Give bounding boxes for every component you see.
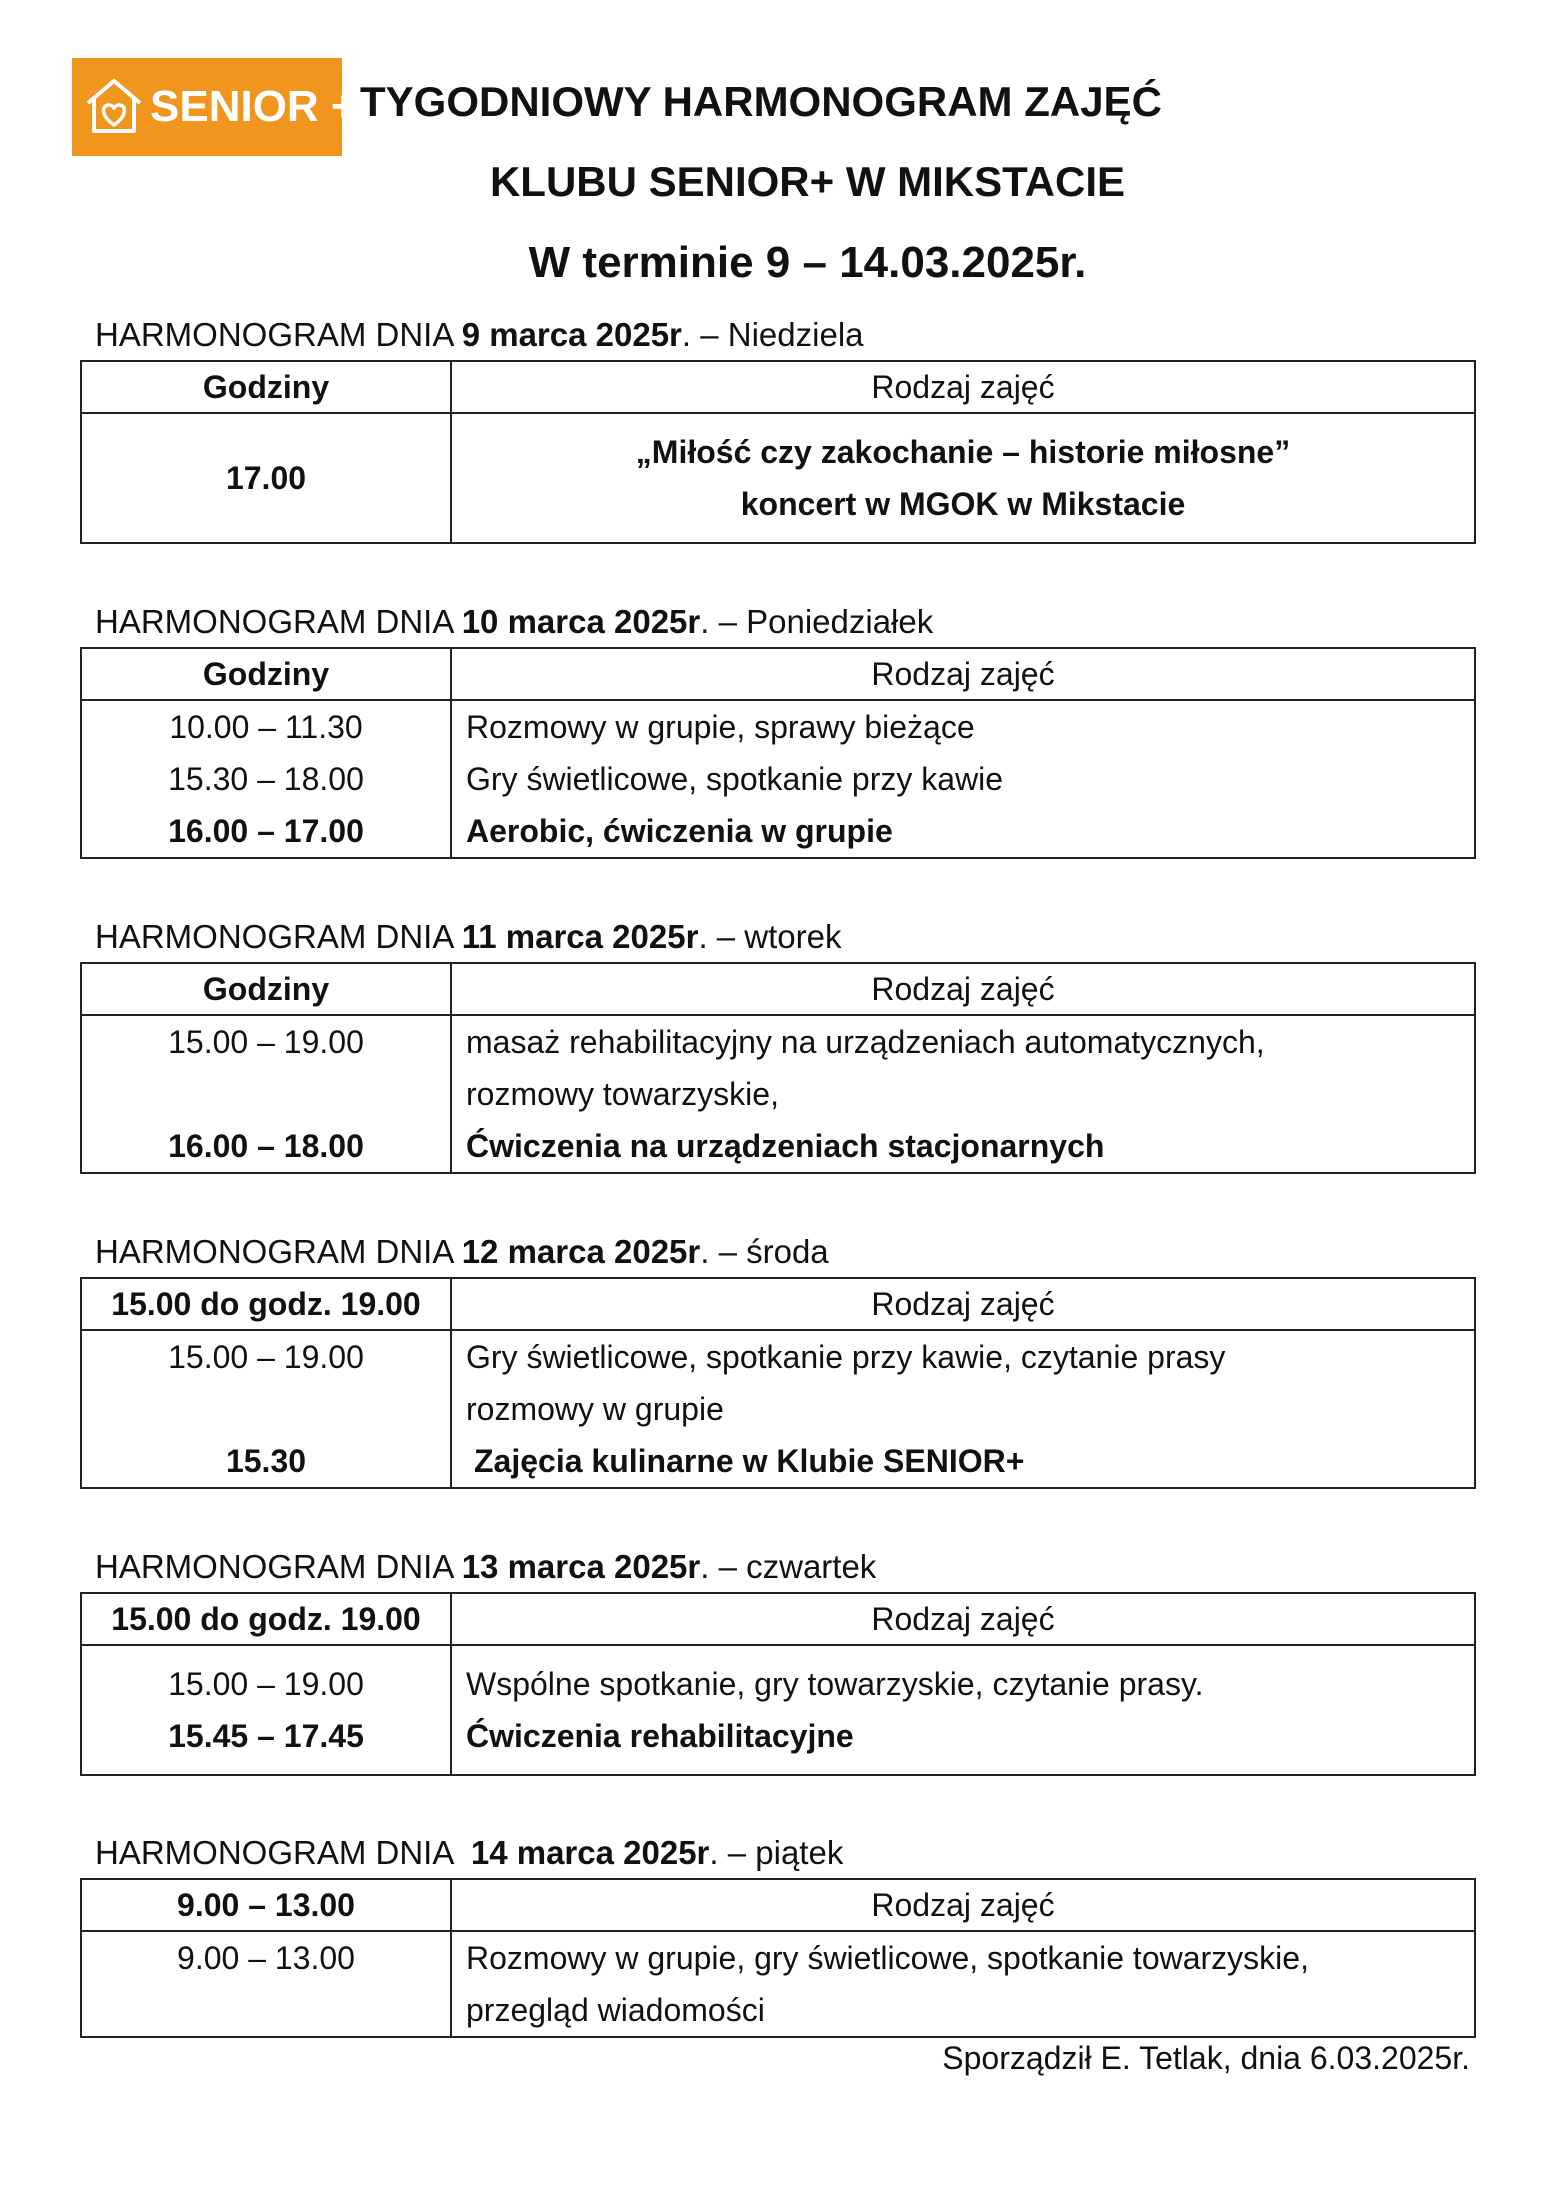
activity-cell: Wspólne spotkanie, gry towarzyskie, czytanie prasy. Ćwiczenia rehabilitacyjne <box>451 1645 1475 1775</box>
col-hours-header: 9.00 – 13.00 <box>81 1879 451 1931</box>
activity-cell: Rozmowy w grupie, sprawy bieżące Gry świetlicowe, spotkanie przy kawie Aerobic, ćwiczenia w grupie <box>451 700 1475 858</box>
table-row <box>81 413 1475 543</box>
day-schedule-13 <box>80 1542 1476 1776</box>
table-row <box>81 1645 1475 1775</box>
col-activity-header: Rodzaj zajęć <box>451 963 1475 1015</box>
time-cell: 15.00 – 19.00 16.00 – 18.00 <box>81 1015 451 1173</box>
day-schedule-14 <box>80 1828 1476 2038</box>
day-schedule-12 <box>80 1227 1476 1489</box>
col-hours-header: Godziny <box>81 361 451 413</box>
schedule-table <box>80 1878 1476 2038</box>
day-heading: HARMONOGRAM DNIA 9 marca 2025r. – Niedziela <box>95 316 864 353</box>
schedule-table <box>80 962 1476 1174</box>
col-hours-header: Godziny <box>81 963 451 1015</box>
time-cell: 15.00 – 19.00 15.45 – 17.45 <box>81 1645 451 1775</box>
senior-plus-logo <box>72 58 357 156</box>
table-row <box>81 1015 1475 1173</box>
logo-text: SENIOR + <box>150 82 357 131</box>
activity-cell: „Miłość czy zakochanie – historie miłosne” koncert w MGOK w Mikstacie <box>451 413 1475 543</box>
col-activity-header: Rodzaj zajęć <box>451 1278 1475 1330</box>
col-hours-header: Godziny <box>81 648 451 700</box>
schedule-table <box>80 1277 1476 1489</box>
day-schedule-11 <box>80 912 1476 1174</box>
col-hours-header: 15.00 do godz. 19.00 <box>81 1278 451 1330</box>
day-schedule-9 <box>80 310 1476 544</box>
time-cell: 10.00 – 11.30 15.30 – 18.00 16.00 – 17.00 <box>81 700 451 858</box>
table-header-row <box>81 1278 1475 1330</box>
table-header-row <box>81 361 1475 413</box>
schedule-table <box>80 647 1476 859</box>
col-hours-header: 15.00 do godz. 19.00 <box>81 1593 451 1645</box>
prepared-by-note: Sporządził E. Tetlak, dnia 6.03.2025r. <box>942 2040 1470 2076</box>
table-header-row <box>81 1593 1475 1645</box>
schedule-table <box>80 1592 1476 1776</box>
day-heading: HARMONOGRAM DNIA 12 marca 2025r. – środa <box>95 1233 829 1270</box>
table-row <box>81 700 1475 858</box>
time-cell: 9.00 – 13.00 <box>81 1931 451 2037</box>
col-activity-header: Rodzaj zajęć <box>451 1593 1475 1645</box>
activity-cell: Rozmowy w grupie, gry świetlicowe, spotkanie towarzyskie, przegląd wiadomości <box>451 1931 1475 2037</box>
table-row <box>81 1330 1475 1488</box>
day-schedule-10 <box>80 597 1476 859</box>
time-cell: 15.00 – 19.00 15.30 <box>81 1330 451 1488</box>
table-header-row <box>81 648 1475 700</box>
date-range: W terminie 9 – 14.03.2025r. <box>528 238 1087 287</box>
day-heading: HARMONOGRAM DNIA 14 marca 2025r. – piątek <box>95 1834 844 1871</box>
table-header-row <box>81 1879 1475 1931</box>
day-heading: HARMONOGRAM DNIA 11 marca 2025r. – wtorek <box>95 918 842 955</box>
activity-cell: Gry świetlicowe, spotkanie przy kawie, czytanie prasy rozmowy w grupie Zajęcia kulinarne w Klubie SENIOR+ <box>451 1330 1475 1488</box>
day-heading: HARMONOGRAM DNIA 10 marca 2025r. – Poniedziałek <box>95 603 934 640</box>
col-activity-header: Rodzaj zajęć <box>451 361 1475 413</box>
page-subtitle: KLUBU SENIOR+ W MIKSTACIE <box>489 158 1126 205</box>
house-heart-icon <box>80 73 148 141</box>
col-activity-header: Rodzaj zajęć <box>451 1879 1475 1931</box>
page-title: TYGODNIOWY HARMONOGRAM ZAJĘĆ <box>360 78 1162 125</box>
day-heading: HARMONOGRAM DNIA 13 marca 2025r. – czwartek <box>95 1548 877 1585</box>
table-row <box>81 1931 1475 2037</box>
activity-cell: masaż rehabilitacyjny na urządzeniach automatycznych, rozmowy towarzyskie, Ćwiczenia na urządzeniach stacjonarnych <box>451 1015 1475 1173</box>
col-activity-header: Rodzaj zajęć <box>451 648 1475 700</box>
table-header-row <box>81 963 1475 1015</box>
schedule-table <box>80 360 1476 544</box>
time-cell: 17.00 <box>81 413 451 543</box>
